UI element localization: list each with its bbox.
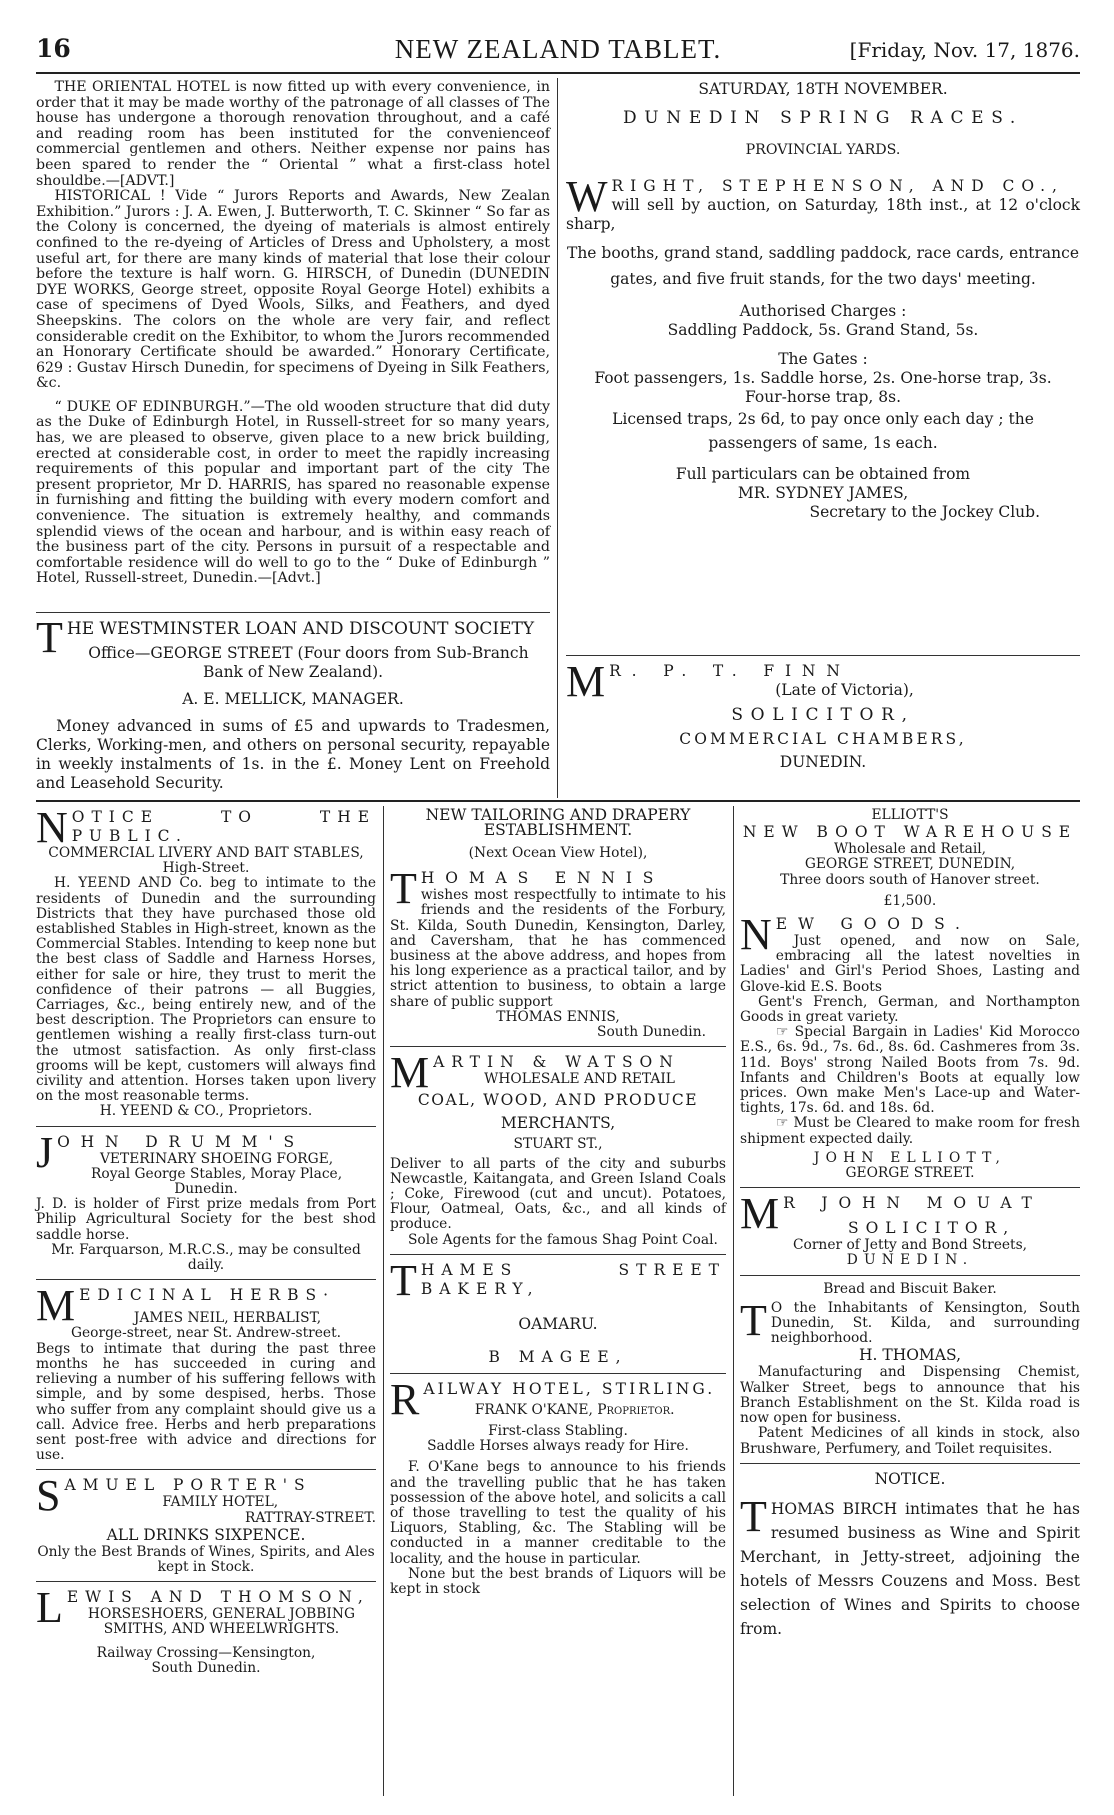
birch-body: HOMAS BIRCH intimates that he has resumed business as Wine and Spirit Merchant, in Jetty-street, adjoining the hotels of Messrs Couzens and Moss. Best selection of Wines and Spirits to choose from. bbox=[740, 1499, 1080, 1638]
spring-races-advert bbox=[566, 80, 1080, 522]
drop-cap: R bbox=[390, 1374, 420, 1424]
charges-list: Saddling Paddock, 5s. Grand Stand, 5s. bbox=[667, 320, 979, 339]
editorial-column bbox=[36, 80, 550, 587]
drop-cap: T bbox=[740, 1491, 767, 1541]
notice-sign: H. YEEND & CO., Proprietors. bbox=[99, 1103, 313, 1120]
tailoring-name: HOMAS ENNIS bbox=[420, 869, 665, 888]
elliott-street: GEORGE STREET, DUNEDIN, bbox=[804, 856, 1016, 873]
porter-title: AMUEL PORTER'S bbox=[64, 1476, 312, 1495]
herbs-advert bbox=[36, 1281, 376, 1464]
duke-edinburgh-notice: “ DUKE OF EDINBURGH.”—The old wooden structure that did duty as the Duke of Edinburgh Hotel, in Russell-street for so many years, has, we are pleased to observe, given place to a new brick building, erected at considerable cost, in order to meet the rapidly increasing requirements of this popular and important part of the city The present proprietor, Mr D. HARRIS, has spared no reasonable expense in furnishing and fitting the building with every modern comfort and convenience. The situation is extremely healthy, and commands splendid views of the ocean and harbour, and is within easy reach of the business part of the city. Persons in pursuit of a respectable and comfortable residence will do well to go to the “ Duke of Edinburgh ” Hotel, Russell-street, Dunedin.—[Advt.] bbox=[36, 398, 550, 587]
section-rule bbox=[36, 1279, 376, 1280]
section-rule bbox=[36, 1126, 376, 1127]
lewis-title: EWIS AND THOMSON, bbox=[66, 1588, 370, 1607]
tailoring-place: South Dunedin. bbox=[597, 1024, 706, 1041]
lewis-addr-1: Railway Crossing—Kensington, bbox=[96, 1644, 316, 1661]
finn-solicitor: SOLICITOR, bbox=[731, 705, 915, 725]
races-venue: PROVINCIAL YARDS. bbox=[745, 142, 901, 158]
drop-cap: T bbox=[740, 1295, 767, 1345]
mouat-role: SOLICITOR, bbox=[848, 1219, 1016, 1238]
notice-title: OTICE TO THE PUBLIC. bbox=[71, 808, 376, 845]
thames-place: OAMARU. bbox=[518, 1314, 598, 1333]
elliott-doors: Three doors south of Hanover street. bbox=[780, 871, 1040, 888]
westminster-manager: A. E. MELLICK, MANAGER. bbox=[182, 690, 404, 708]
railway-hotel-advert bbox=[390, 1374, 726, 1598]
thomas-head: Bread and Biscuit Baker. bbox=[823, 1280, 997, 1297]
charges-heading: Authorised Charges : bbox=[739, 301, 907, 320]
drop-cap: M bbox=[36, 1281, 76, 1331]
gates-line-1: Foot passengers, 1s. Saddle horse, 2s. One-horse trap, 3s. bbox=[594, 368, 1052, 387]
drumm-body: J. D. is holder of First prize medals from Port Philip Agricultural Society for the best shod saddle horse. bbox=[36, 1196, 376, 1243]
herbs-name: JAMES NEIL, HERBALIST, bbox=[133, 1310, 322, 1327]
notice-street: High-Street. bbox=[162, 860, 250, 877]
auctioneer-firm: RIGHT, STEPHENSON, AND CO., bbox=[611, 176, 1064, 195]
lower-left-column bbox=[36, 803, 376, 1676]
lewis-sub: HORSESHOERS, GENERAL JOBBING SMITHS, AND WHEELWRIGHTS. bbox=[87, 1606, 355, 1638]
thomas-name: H. THOMAS, bbox=[859, 1346, 961, 1365]
lower-middle-column bbox=[390, 808, 726, 1597]
section-rule bbox=[36, 1581, 376, 1582]
railway-horses: Saddle Horses always ready for Hire. bbox=[427, 1438, 689, 1455]
finn-advert bbox=[566, 657, 1080, 772]
drop-cap: S bbox=[36, 1471, 61, 1521]
thomas-intro: O the Inhabitants of Kensington, South Dunedin, St. Kilda, and surrounding neighborhood. bbox=[770, 1299, 1080, 1347]
thomas-chemist-advert bbox=[740, 1282, 1080, 1457]
martin-title: ARTIN & WATSON bbox=[433, 1053, 680, 1072]
porter-advert bbox=[36, 1471, 376, 1575]
martin-line-1: COAL, WOOD, AND PRODUCE bbox=[417, 1091, 699, 1110]
martin-line-2: MERCHANTS, bbox=[500, 1114, 616, 1133]
westminster-advert bbox=[36, 613, 550, 793]
gates-line-3: Licensed traps, 2s 6d, to pay once only each day ; the passengers of same, 1s each. bbox=[612, 409, 1034, 452]
thames-title: HAMES STREET BAKERY, bbox=[420, 1260, 726, 1298]
westminster-office: Office—GEORGE STREET (Four doors from Sub-Branch Bank of New Zealand). bbox=[88, 644, 529, 681]
contact-name: MR. SYDNEY JAMES, bbox=[737, 483, 909, 502]
section-rule bbox=[36, 800, 1080, 802]
drumm-consult: Mr. Farquarson, M.R.C.S., may be consulted daily. bbox=[51, 1241, 361, 1274]
pointing-hand-icon: ☞ bbox=[775, 1024, 789, 1041]
martin-sub: WHOLESALE AND RETAIL bbox=[484, 1071, 675, 1088]
porter-street: RATTRAY-STREET. bbox=[244, 1509, 376, 1526]
thomas-body-2: Patent Medicines of all kinds in stock, also Brushware, Perfumery, and Toilet requisites. bbox=[740, 1425, 1080, 1457]
martin-street: STUART ST., bbox=[513, 1136, 603, 1153]
drumm-addr: Royal George Stables, Moray Place, Dunedin. bbox=[91, 1165, 343, 1198]
contact-role: Secretary to the Jockey Club. bbox=[809, 502, 1040, 521]
drop-cap: T bbox=[36, 613, 63, 662]
section-rule bbox=[390, 1046, 726, 1047]
martin-watson-advert bbox=[390, 1048, 726, 1248]
section-rule bbox=[740, 1187, 1080, 1188]
drumm-sub: VETERINARY SHOEING FORGE, bbox=[99, 1150, 334, 1167]
drop-cap: N bbox=[740, 910, 772, 960]
tailoring-sub: (Next Ocean View Hotel), bbox=[468, 845, 648, 861]
westminster-title: HE WESTMINSTER LOAN AND DISCOUNT SOCIETY bbox=[66, 619, 535, 639]
birch-title: NOTICE. bbox=[874, 1469, 946, 1488]
thames-name: B MAGEE, bbox=[488, 1347, 628, 1366]
finn-chambers: COMMERCIAL CHAMBERS, bbox=[679, 730, 967, 748]
herbs-body: Begs to intimate that during the past three months he has succeeded in curing and relieving a number of his suffering fellows with simple, and by some despised, herbs. Those who suffer from any complaint should give us a call. Advice free. Herbs and herb preparations sent post-free with advice and directions for use. bbox=[36, 1340, 376, 1464]
westminster-body: Money advanced in sums of £5 and upwards to Tradesmen, Clerks, Working-men, and others on personal security, repayable in weekly instalments of 1s. in the £. Money Lent on Freehold and Leasehold Security. bbox=[36, 717, 550, 792]
thomas-body: Manufacturing and Dispensing Chemist, Walker Street, begs to announce that his Branch Establishment on the St. Kilda road is now open for business. bbox=[740, 1364, 1080, 1427]
elliott-sub: NEW BOOT WAREHOUSE bbox=[742, 823, 1078, 842]
mouat-title: R JOHN MOUAT bbox=[783, 1194, 1043, 1213]
page-number: 16 bbox=[36, 34, 71, 63]
gates-line-2: Four-horse trap, 8s. bbox=[744, 387, 902, 406]
elliott-title: ELLIOTT'S bbox=[871, 807, 949, 823]
elliott-body-2: Gent's French, German, and Northampton Goods in great variety. bbox=[740, 993, 1080, 1026]
elliott-advert bbox=[740, 808, 1080, 1181]
drumm-title: OHN DRUMM'S bbox=[57, 1132, 305, 1151]
pointing-hand-icon: ☞ bbox=[775, 1115, 789, 1132]
drop-cap: T bbox=[390, 864, 417, 914]
drop-cap: J bbox=[36, 1127, 54, 1177]
section-rule bbox=[740, 1275, 1080, 1276]
railway-prop: FRANK O'KANE, Proprietor. bbox=[474, 1401, 675, 1418]
section-rule bbox=[390, 1254, 726, 1255]
lower-right-column bbox=[740, 808, 1080, 1641]
drop-cap: M bbox=[390, 1048, 430, 1098]
masthead bbox=[36, 34, 1080, 68]
elliott-body-3: Special Bargain in Ladies' Kid Morocco E.S., 6s. 9d., 7s. 6d., 8s. 6d. Cashmeres from 3s. 11d. Boys' strong Nailed Boots from 7s. 9d. Infants and Children's Boots at equally low prices. Own make Men's Lace-up and Water-tights, 17s. 6d. and 18s. 6d. bbox=[740, 1024, 1080, 1117]
porter-body: Only the Best Brands of Wines, Spirits, and Ales kept in Stock. bbox=[37, 1543, 375, 1575]
martin-agents: Sole Agents for the famous Shag Point Coal. bbox=[407, 1231, 718, 1248]
tailoring-title: NEW TAILORING AND DRAPERY ESTABLISHMENT. bbox=[425, 806, 691, 839]
drop-cap: M bbox=[740, 1189, 780, 1239]
mouat-addr: Corner of Jetty and Bond Streets, bbox=[792, 1237, 1028, 1254]
porter-sub: FAMILY HOTEL, bbox=[162, 1494, 279, 1511]
section-rule bbox=[390, 1373, 726, 1374]
elliott-amount: £1,500. bbox=[883, 892, 937, 909]
tailoring-advert bbox=[390, 808, 726, 1040]
historical-notice: HISTORICAL ! Vide “ Jurors Reports and Awards, New Zealan Exhibition.” Jurors : J. A. Ewen, J. Butterworth, T. C. Skinner “ So far as the Colony is concerned, the dyeing of materials is almost entirely confined to the re-dyeing of Articles of Dress and Upholstery, a most useful art, for there are many kinds of material that lose their colour before the texture is half worn. G. HIRSCH, of Dunedin (DUNEDIN DYE WORKS, George street, opposite Royal George Hotel) exhibits a case of specimens of Dyed Wools, Silks, and Feathers, and dyed Sheepskins. The colors on the whole are very fair, and reflect considerable credit on the Exhibitor, to whom the Jurors recommended an Honorary Certificate should be awarded.” Honorary Certificate, 629 : Gustav Hirsch Dunedin, for specimens of Dyeing in Silk Feathers, &c. bbox=[36, 188, 550, 392]
section-rule bbox=[36, 612, 550, 613]
section-rule bbox=[740, 1463, 1080, 1464]
porter-slogan: ALL DRINKS SIXPENCE. bbox=[106, 1525, 306, 1544]
header-rule bbox=[36, 72, 1080, 74]
railway-stabling: First-class Stabling. bbox=[488, 1423, 628, 1440]
drop-cap: W bbox=[566, 171, 608, 221]
drop-cap: T bbox=[390, 1255, 417, 1305]
races-title: DUNEDIN SPRING RACES. bbox=[623, 108, 1023, 128]
thames-bakery-advert bbox=[390, 1255, 726, 1367]
railway-body-2: None but the best brands of Liquors will be kept in stock bbox=[390, 1565, 726, 1598]
tailoring-body: wishes most respectfully to intimate to his friends and the residents of the Forbury, St. Kilda, South Dunedin, Kensington, Darley, and Caversham, that he has commenced business at the above address, and hopes from his long experience as a practical tailor, and by strict attention to business, to obtain a large share of public support bbox=[390, 887, 726, 1010]
column-divider bbox=[733, 806, 734, 1796]
lewis-addr-2: South Dunedin. bbox=[151, 1659, 261, 1676]
railway-body: F. O'Kane begs to announce to his friends and the travelling public that he has taken possession of the above hotel, and solicits a call of those travelling to test the quality of his Liquors, Stabling, &c. The Stabling will be conducted in a manner creditable to the locality, and the house in particular. bbox=[390, 1459, 726, 1567]
page-title: NEW ZEALAND TABLET. bbox=[394, 34, 722, 64]
drop-cap: N bbox=[36, 803, 68, 852]
elliott-trade: Wholesale and Retail, bbox=[833, 841, 987, 858]
notice-to-public-advert bbox=[36, 803, 376, 1120]
oriental-hotel-notice: THE ORIENTAL HOTEL is now fitted up with every convenience, in order that it may be made worthy of the patronage of all classes of The house has undergone a thorough renovation throughout, and a café and reading room has been instituted for the convenienceof commercial gentlemen and others. Neither expense nor pains has been spared to render the “ Oriental ” what a first-class hotel shouldbe.—[ADVT.] bbox=[36, 79, 550, 189]
herbs-addr: George-street, near St. Andrew-street. bbox=[70, 1325, 342, 1342]
herbs-title: EDICINAL HERBS· bbox=[79, 1286, 336, 1305]
elliott-sign-street: GEORGE STREET. bbox=[845, 1165, 975, 1182]
birch-notice-advert bbox=[740, 1470, 1080, 1641]
section-rule bbox=[566, 655, 1080, 656]
notice-body: H. YEEND AND Co. beg to intimate to the residents of Dunedin and the surrounding Districts that they have purchased those old established Stables in High-street, known as the Commercial Stables. Intending to keep none but the best class of Saddle and Harness Horses, either for sale or hire, they trust to merit the confidence of their patrons — all Buggies, Carriages, &c., being entirely new, and of the best description. The Proprietors can ensure to gentlemen wishing a really first-class turn-out the utmost satisfaction. As only first-class grooms will be kept, customers will always find civility and attention. Horses taken upon livery on the most reasonable terms. bbox=[36, 875, 376, 1105]
elliott-goods: EW GOODS. bbox=[775, 915, 971, 934]
gates-heading: The Gates : bbox=[778, 349, 868, 368]
finn-name: R. P. T. FINN bbox=[609, 662, 851, 680]
issue-date: [Friday, Nov. 17, 1876. bbox=[849, 38, 1080, 62]
elliott-sign: JOHN ELLIOTT, bbox=[813, 1149, 1007, 1166]
races-date: SATURDAY, 18TH NOVEMBER. bbox=[698, 80, 948, 98]
railway-title: AILWAY HOTEL, STIRLING. bbox=[423, 1379, 716, 1398]
finn-late: (Late of Victoria), bbox=[775, 681, 914, 699]
drop-cap: M bbox=[566, 657, 606, 706]
mouat-city: DUNEDIN. bbox=[846, 1252, 974, 1269]
tailoring-sign: THOMAS ENNIS, bbox=[496, 1008, 620, 1025]
notice-sub: COMMERCIAL LIVERY AND BAIT STABLES, bbox=[48, 845, 364, 861]
section-rule bbox=[36, 1469, 376, 1470]
drumm-advert bbox=[36, 1127, 376, 1274]
mouat-advert bbox=[740, 1189, 1080, 1269]
auction-lots: The booths, grand stand, saddling paddock, race cards, entrance gates, and five fruit stands, for the two days' meeting. bbox=[566, 243, 1080, 288]
auction-lead: will sell by auction, on Saturday, 18th inst., at 12 o'clock sharp, bbox=[566, 195, 1080, 233]
martin-body: Deliver to all parts of the city and suburbs Newcastle, Kaitangata, and Green Island Coals ; Coke, Firewood (cut and uncut). Potatoes, Flour, Oatmeal, Oats, &c., and all kinds of produce. bbox=[390, 1155, 726, 1233]
lewis-advert bbox=[36, 1583, 376, 1676]
particulars-line: Full particulars can be obtained from bbox=[675, 464, 971, 483]
column-divider bbox=[383, 806, 384, 1796]
elliott-body-1: Just opened, and now on Sale, embracing all the latest novelties in Ladies' and Girl's Period Shoes, Lasting and Glove-kid E.S. Boots bbox=[740, 933, 1080, 995]
elliott-body-4: Must be Cleared to make room for fresh shipment expected daily. bbox=[740, 1115, 1081, 1147]
drop-cap: L bbox=[36, 1583, 63, 1633]
finn-city: DUNEDIN. bbox=[779, 753, 867, 771]
column-divider bbox=[557, 78, 558, 798]
